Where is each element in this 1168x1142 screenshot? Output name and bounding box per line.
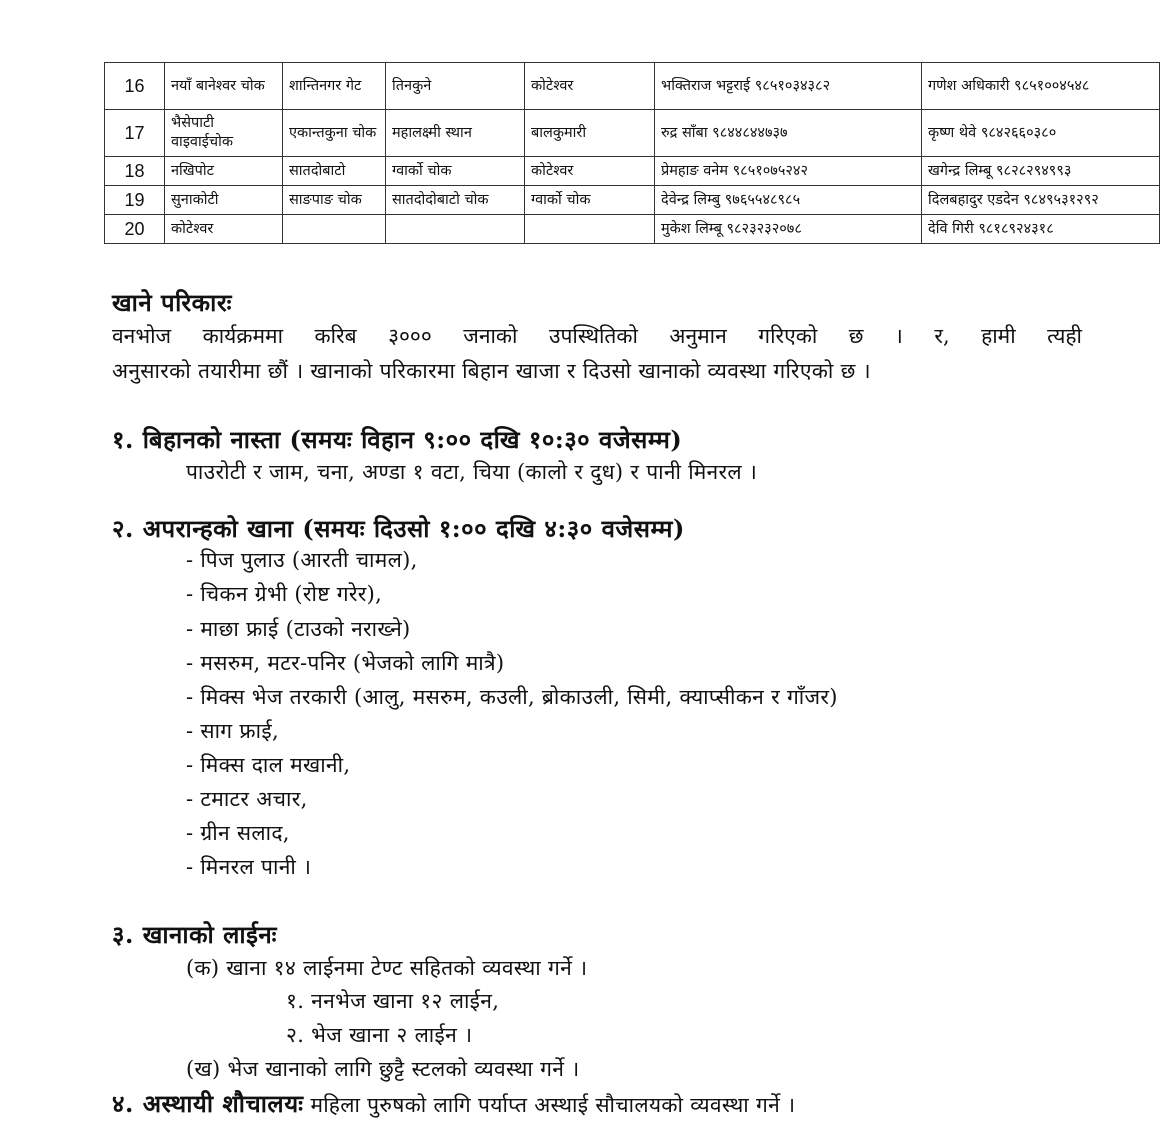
row-number: 19 bbox=[105, 186, 165, 215]
table-cell bbox=[386, 215, 525, 244]
lines-item-ka: (क) खाना १४ लाईनमा टेण्ट सहितको व्यवस्था गर्ने । bbox=[186, 956, 588, 980]
lines-item-kha: (ख) भेज खानाको लागि छुट्टै स्टलको व्यवस्था गर्ने । bbox=[186, 1057, 580, 1081]
table-cell: भैसेपाटी वाइवाईचोक bbox=[165, 110, 283, 157]
lunch-item: - साग फ्राई, bbox=[186, 719, 279, 743]
table-row bbox=[105, 215, 1160, 244]
row-number: 18 bbox=[105, 157, 165, 186]
food-paragraph-line1: वनभोज कार्यक्रममा करिब ३००० जनाको उपस्थितिको अनुमान गरिएको छ । र, हामी त्यही bbox=[112, 324, 1082, 348]
table-cell: खगेन्द्र लिम्बू ९८२८२९४९९३ bbox=[922, 157, 1160, 186]
table-cell: प्रेमहाङ वनेम ९८५१०७५२४२ bbox=[655, 157, 922, 186]
table-cell: देवि गिरी ९८१८९२४३१८ bbox=[922, 215, 1160, 244]
table-cell: तिनकुने bbox=[386, 63, 525, 110]
lines-heading: ३. खानाको लाईनः bbox=[112, 920, 278, 949]
table-cell: गणेश अधिकारी ९८५१००४५४८ bbox=[922, 63, 1160, 110]
breakfast-items: पाउरोटी र जाम, चना, अण्डा १ वटा, चिया (कालो र दुध) र पानी मिनरल । bbox=[186, 460, 758, 484]
table-cell: नयाँ बानेश्वर चोक bbox=[165, 63, 283, 110]
toilet-text: महिला पुरुषको लागि पर्याप्त अस्थाई सौचालयको व्यवस्था गर्ने । bbox=[310, 1093, 796, 1117]
row-number: 16 bbox=[105, 63, 165, 110]
table-cell: कोटेश्वर bbox=[525, 63, 655, 110]
route-table bbox=[104, 62, 1160, 244]
table-cell: ग्वार्को चोक bbox=[525, 186, 655, 215]
lunch-heading: २. अपरान्हको खाना (समयः दिउसो १:०० दखि ४:३० वजेसम्म) bbox=[112, 514, 685, 543]
table-cell: देवेन्द्र लिम्बु ९७६५५४८९८५ bbox=[655, 186, 922, 215]
table-cell: सुनाकोटी bbox=[165, 186, 283, 215]
table-row bbox=[105, 186, 1160, 215]
table-cell: सातदोदोबाटो चोक bbox=[386, 186, 525, 215]
lunch-item: - मिक्स दाल मखानी, bbox=[186, 753, 351, 777]
table-cell: दिलबहादुर एडदेन ९८४९५३१२९२ bbox=[922, 186, 1160, 215]
table-row bbox=[105, 63, 1160, 110]
table-cell: साङपाङ चोक bbox=[283, 186, 386, 215]
toilet-line bbox=[112, 1087, 795, 1120]
lines-subitem: २. भेज खाना २ लाईन । bbox=[286, 1023, 473, 1047]
table-cell: कृष्ण थेवे ९८४२६६०३८० bbox=[922, 110, 1160, 157]
lunch-item: - पिज पुलाउ (आरती चामल), bbox=[186, 548, 418, 572]
lunch-item: - मिक्स भेज तरकारी (आलु, मसरुम, कउली, ब्रोकाउली, सिमी, क्याप्सीकन र गाँजर) bbox=[186, 685, 838, 709]
lunch-item: - चिकन ग्रेभी (रोष्ट गरेर), bbox=[186, 582, 383, 606]
table-cell: शान्तिनगर गेट bbox=[283, 63, 386, 110]
lunch-item: - मिनरल पानी । bbox=[186, 855, 312, 879]
table-cell: कोटेश्वर bbox=[525, 157, 655, 186]
table-cell: ग्वार्को चोक bbox=[386, 157, 525, 186]
lunch-item: - टमाटर अचार, bbox=[186, 787, 308, 811]
table-cell bbox=[525, 215, 655, 244]
food-paragraph-line2: अनुसारको तयारीमा छौं । खानाको परिकारमा बिहान खाजा र दिउसो खानाको व्यवस्था गरिएको छ । bbox=[112, 359, 871, 383]
table-cell: सातदोबाटो bbox=[283, 157, 386, 186]
table-cell: भक्तिराज भट्टराई ९८५१०३४३८२ bbox=[655, 63, 922, 110]
lunch-item: - ग्रीन सलाद, bbox=[186, 821, 290, 845]
lunch-item: - मसरुम, मटर-पनिर (भेजको लागि मात्रै) bbox=[186, 651, 505, 675]
lunch-item: - माछा फ्राई (टाउको नराख्ने) bbox=[186, 617, 411, 641]
table-row bbox=[105, 157, 1160, 186]
table-cell: महालक्ष्मी स्थान bbox=[386, 110, 525, 157]
table-cell: एकान्तकुना चोक bbox=[283, 110, 386, 157]
table-cell: मुकेश लिम्बू ९८२३२३२०७८ bbox=[655, 215, 922, 244]
toilet-heading: ४. अस्थायी शौचालयः bbox=[112, 1089, 304, 1118]
table-cell: नखिपोट bbox=[165, 157, 283, 186]
table-cell: बालकुमारी bbox=[525, 110, 655, 157]
row-number: 20 bbox=[105, 215, 165, 244]
table-cell: कोटेश्वर bbox=[165, 215, 283, 244]
food-heading: खाने परिकारः bbox=[112, 288, 232, 317]
breakfast-heading: १. बिहानको नास्ता (समयः विहान ९:०० दखि १०:३० वजेसम्म) bbox=[112, 425, 683, 454]
table-cell: रुद्र साँबा ९८४४८४४७३७ bbox=[655, 110, 922, 157]
row-number: 17 bbox=[105, 110, 165, 157]
table-cell bbox=[283, 215, 386, 244]
table-row bbox=[105, 110, 1160, 157]
lines-subitem: १. ननभेज खाना १२ लाईन, bbox=[286, 989, 500, 1013]
